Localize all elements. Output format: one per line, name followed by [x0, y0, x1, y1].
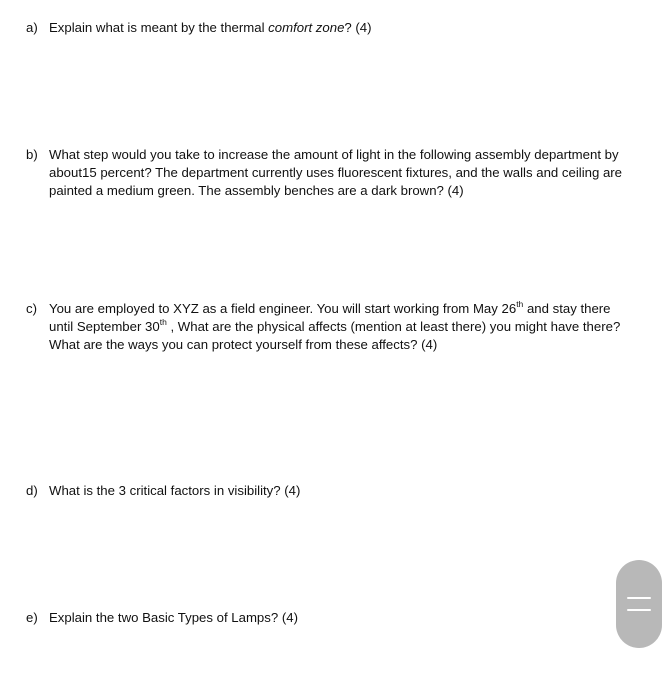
question-text-part: and stay there	[523, 301, 611, 316]
question-label: c)	[26, 301, 37, 316]
question-line	[49, 318, 626, 336]
question-text-part: , What are the physical affects (mention at least there) you might have there?	[166, 319, 621, 334]
question-label: b)	[26, 147, 38, 162]
question-label: d)	[26, 483, 38, 498]
question-text: What is the 3 critical factors in visibility? (4)	[49, 483, 301, 498]
scroll-handle[interactable]	[616, 560, 662, 648]
ordinal-superscript: th	[159, 316, 167, 327]
question-b	[26, 146, 626, 200]
question-line: What step would you take to increase the amount of light in the following assembly department by	[49, 147, 619, 162]
question-text-part: ? (4)	[344, 20, 372, 35]
question-line	[49, 300, 626, 318]
ordinal-superscript: th	[516, 298, 524, 309]
question-d	[26, 482, 626, 500]
question-line: painted a medium green. The assembly benches are a dark brown? (4)	[49, 183, 464, 198]
question-text-part: until September 30	[49, 319, 160, 334]
question-label: e)	[26, 610, 38, 625]
question-line: What are the ways you can protect yourself from these affects? (4)	[49, 337, 438, 352]
question-text	[49, 300, 626, 354]
question-c	[26, 300, 626, 354]
question-text-part: Explain what is meant by the thermal	[49, 20, 269, 35]
question-line: about15 percent? The department currently uses fluorescent fixtures, and the walls and ceiling are	[49, 165, 623, 180]
question-text	[49, 146, 626, 200]
question-e	[26, 609, 626, 627]
question-label: a)	[26, 20, 38, 35]
question-text	[49, 19, 626, 37]
question-text-part: You are employed to XYZ as a field engineer. You will start working from May 26	[49, 301, 517, 316]
grip-lines-icon	[627, 597, 651, 611]
question-emphasis: comfort zone	[268, 20, 345, 35]
question-text: Explain the two Basic Types of Lamps? (4)	[49, 610, 298, 625]
question-a	[26, 19, 626, 37]
